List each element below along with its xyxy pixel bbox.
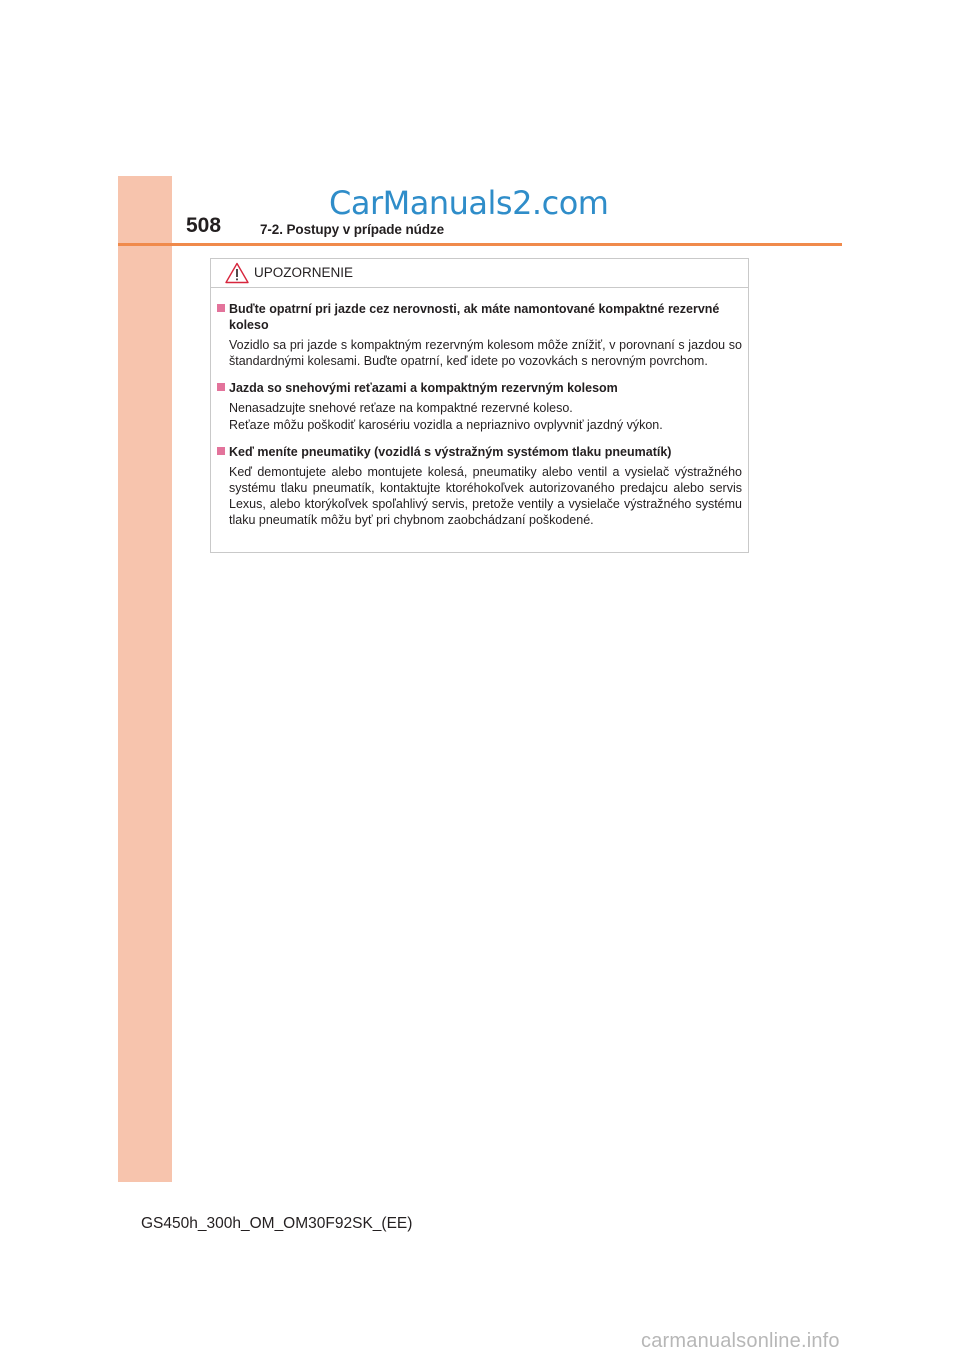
warning-item-title: Keď meníte pneumatiky (vozidlá s výstražným systémom tlaku pneumatík): [229, 444, 742, 460]
warning-box: [210, 258, 749, 553]
warning-header: [211, 259, 748, 288]
warning-item-title: Jazda so snehovými reťazami a kompaktným rezervným kolesom: [229, 380, 742, 396]
warning-body: [211, 288, 748, 529]
side-color-band: [118, 176, 172, 1182]
warning-item-title: Buďte opatrní pri jazde cez nerovnosti, ak máte namontované kompaktné rezervné koleso: [229, 301, 742, 333]
warning-item: [229, 301, 742, 369]
warning-item-text: Vozidlo sa pri jazde s kompaktným rezervným kolesom môže znížiť, v porovnaní s jazdou so štandardnými kolesami. Buďte opatrní, keď idete po vozovkách s nerovným povrchom.: [229, 338, 742, 369]
page-number: 508: [186, 214, 222, 237]
warning-item-text: Reťaze môžu poškodiť karosériu vozidla a nepriaznivo ovplyvniť jazdný výkon.: [229, 417, 663, 432]
watermark-link-top[interactable]: CarManuals2.com: [329, 184, 609, 222]
watermark-link-bottom[interactable]: carmanualsonline.info: [641, 1330, 840, 1352]
square-bullet-icon: [217, 447, 225, 455]
square-bullet-icon: [217, 304, 225, 312]
square-bullet-icon: [217, 383, 225, 391]
warning-title: UPOZORNENIE: [254, 265, 354, 280]
warning-item: [229, 444, 742, 529]
warning-item-text: Nenasadzujte snehové reťaze na kompaktné rezervné koleso.: [229, 401, 573, 416]
footer-code: GS450h_300h_OM_OM30F92SK_(EE): [141, 1215, 413, 1232]
header-rule: [118, 243, 842, 246]
section-title: 7-2. Postupy v prípade núdze: [260, 222, 444, 237]
warning-item: [229, 380, 742, 432]
warning-item-text: Keď demontujete alebo montujete kolesá, pneumatiky alebo ventil a vysielač výstražného systému tlaku pneumatík, kontaktujte ktoréhokoľvek autorizovaného predajcu alebo servis Lexus, alebo ktorýkoľvek spoľahlivý servis, pretože ventily a vysielače výstražného systému tlaku pneumatík môžu byť pri chybnom zaobchádzaní poškodené.: [229, 464, 742, 528]
warning-triangle-icon: [225, 262, 249, 284]
